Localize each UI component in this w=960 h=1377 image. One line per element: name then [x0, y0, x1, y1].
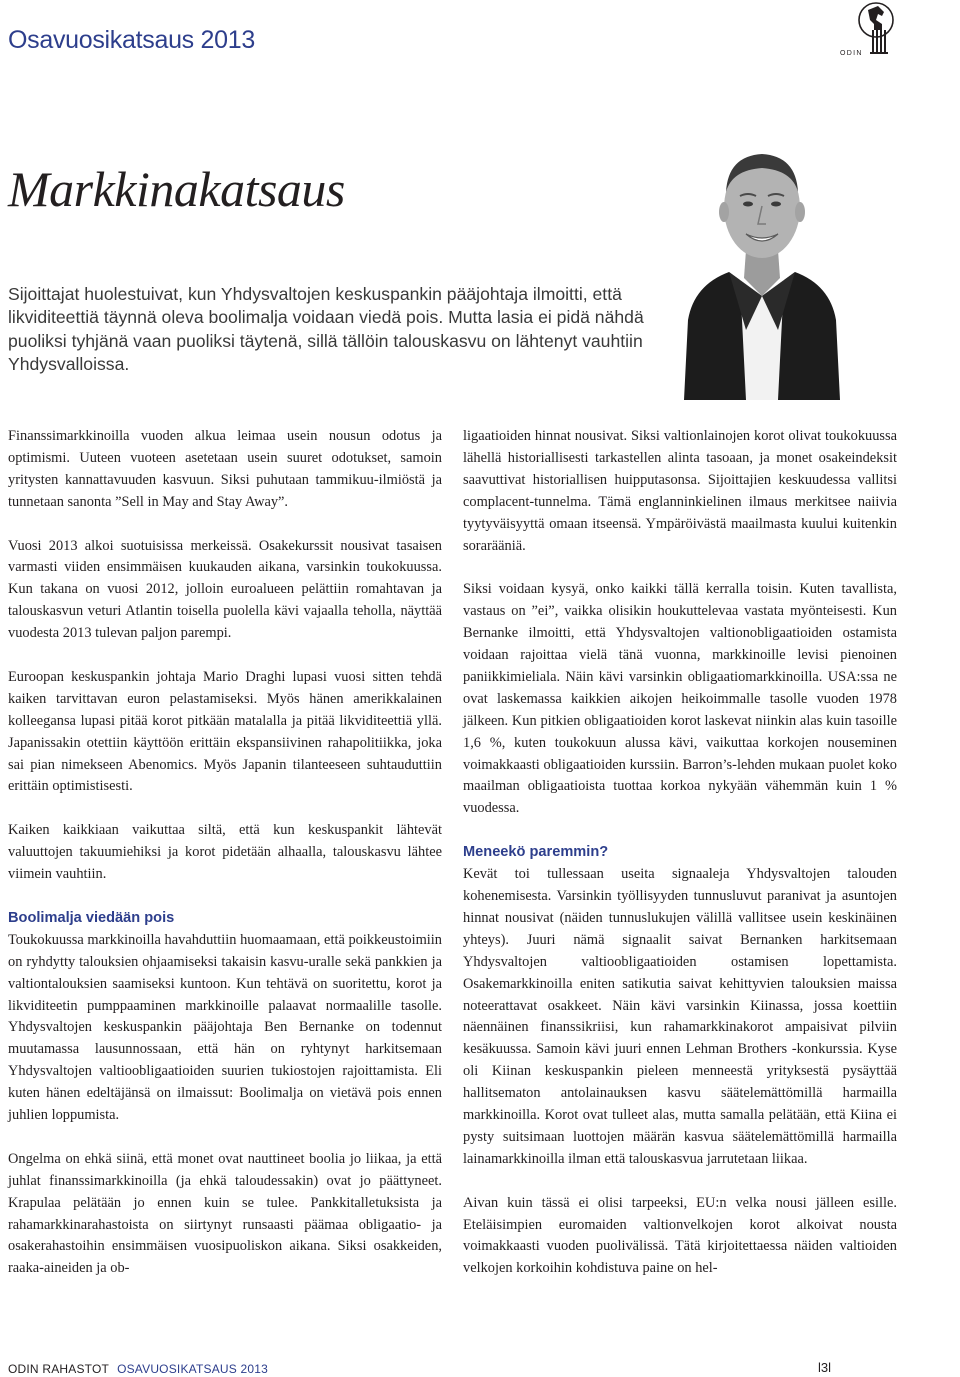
- section-heading: Boolimalja viedään pois: [8, 909, 175, 926]
- body-paragraph: Toukokuussa markkinoilla havahduttiin huomaamaan, että poikkeustoimiin on ryhdytty talouksien ohjaamiseksi takaisin kasvu-uralle sekä pankkien ja valtiontalouksien saamiseksi kuntoon. Kun tehtävä on suoritettu, korot ja likviditeetin pumppaaminen markkinoille palaavat normaalille tasolle. Yhdysvaltojen keskuspankin pääjohtaja Ben Bernanke on todennut muutamassa lausunnossaan, että hän on ryhtynyt harkitsemaan Yhdysvaltojen valtioobligaatioiden suurien tukiostojen rajoittamista. Eli kuten hänen edeltäjänsä on ilmaissut: Boolimalja on vietävä pois ennen juhlien loppumista.: [8, 931, 442, 1124]
- article-column-right: [463, 426, 897, 1302]
- footer: [8, 1362, 268, 1376]
- body-paragraph: ligaatioiden hinnat nousivat. Siksi valtionlainojen korot olivat toukokuussa lähellä historiallisesti tarkastellen alinta tasoaan, ja monet osakeindeksit saavuttivat historiallisen huipputasonsa. Sijoittajien keskuudessa vallitsi complacent-tunnelma. Tämä englanninkielinen ilmaus merkitsee naiivia tyytyväisyyttä omaan itseensä. Ympäröivästä maailmasta kuului kuitenkin sorarääniä.: [463, 428, 897, 554]
- page-number: l3l: [818, 1360, 832, 1375]
- portrait-photo: [674, 100, 850, 400]
- section-heading: Meneekö paremmin?: [463, 844, 609, 861]
- body-paragraph: Kaiken kaikkiaan vaikuttaa siltä, että kun keskuspankit lähtevät valuuttojen takuumiehiksi ja korot pidetään alhaalla, talouskasvu lähtee viimein vauhtiin.: [8, 822, 442, 883]
- footer-section: OSAVUOSIKATSAUS 2013: [117, 1362, 269, 1376]
- logo-text: ODIN: [840, 50, 863, 57]
- article-column-left: [8, 426, 442, 1302]
- body-paragraph: Finanssimarkkinoilla vuoden alkua leimaa usein nousun odotus ja optimismi. Uuteen vuoteen asetetaan usein suuret odotukset, samoin yritysten kannattavuuden kasvuun. Siksi puhutaan tammikuu-ilmiöstä ja tunnetaan sanonta ”Sell in May and Stay Away”.: [8, 428, 442, 510]
- footer-brand: ODIN RAHASTOT: [8, 1362, 110, 1376]
- header-title: Osavuosikatsaus 2013: [8, 26, 255, 54]
- body-paragraph: Ongelma on ehkä siinä, että monet ovat nauttineet boolia jo liikaa, ja että juhlat finanssimarkkinoilla (ja ehkä taloudessakin) ovat jo päättyneet. Krapulaa pelätään jo ennen kuin se tulee. Pankkitalletuksista ja rahamarkkinarahastoista on siirtynyt runsaasti päämaa obligaatio- ja osakerahastoihin ensimmäisen vuosipuoliskon aikana. Siksi osakkeiden, raaka-aineiden ja ob-: [8, 1150, 442, 1277]
- page-title: Markkinakatsaus: [8, 161, 345, 217]
- body-paragraph: Vuosi 2013 alkoi suotuisissa merkeissä. Osakekurssit nousivat tasaisen varmasti viiden ensimmäisen kuukauden aikana, varsinkin toukokuussa. Kun takana on vuosi 2012, jolloin euroalueen pelättiin romahtavan ja talouskasvun veturi Atlantin toisella puolella kävi vajaalla teholla, näyttää vuodesta 2013 tulevan paljon parempi.: [8, 537, 442, 642]
- body-paragraph: Siksi voidaan kysyä, onko kaikki tällä kerralla toisin. Kuten tavallista, vastaus on ”ei”, vaikka olisikin houkuttelevaa vastata myönteisesti. Kun Bernanke ilmoitti, että Yhdysvaltojen valtionobligaatioiden ostamista voidaan rajoittaa vielä tänä vuonna, markkinoille levisi pienoinen paniikkimieliala. Näin kävi varsinkin obligaatiomarkkinoilla. USA:ssa ne ovat laskemassa kaikkien aikojen heikoimmalle tasolle vuoden 1978 jälkeen. Kun pitkien obligaatioiden korot laskevat niinkin alas kuin tasoille 1,6 %, kuten toukokuun alussa kävi, vaikuttaa korkojen nouseminen voimakkaasti obligaatioiden kurssiin. Barron’s-lehden mukaan puolet koko maailman obligaatioista tuottaa korkoa nykyään vähemmän kuin 1 % vuodessa.: [463, 581, 897, 817]
- lead-paragraph: Sijoittajat huolestuivat, kun Yhdysvaltojen keskuspankin pääjohtaja ilmoitti, että likviditeettiä täynnä oleva boolimalja voidaan viedä pois. Mutta lasia ei pidä nähdä puoliksi tyhjänä vaan puoliksi täytenä, sillä tällöin talouskasvu on lähtenyt vauhtiin Yhdysvalloissa.: [8, 284, 644, 374]
- body-paragraph: Kevät toi tullessaan useita signaaleja Yhdysvaltojen talouden kohenemisesta. Varsinkin työllisyyden tunnusluvut paranivat ja asuntojen hinnat nousivat (näiden tunnuslukujen välillä vallitsee usein keskinäinen yhteys). Juuri nämä signaalit saivat Bernanken harkitsemaan Yhdysvaltojen valtioobligaatioiden ostamisen lopettamista. Osakemarkkinoilla eniten satikutia saivat kehittyvien talouksien maissa noteerattavat osakkeet. Näin kävi varsinkin Kiinassa, jossa koettiin näennäinen finanssikriisi, kun rahamarkkinakorot ampaisivat pilviin kesäkuussa. Samoin kävi juuri ennen Lehman Brothers -konkurssia. Kyse oli Kiinan keskuspankin pieleen menneestä yrityksestä pysäyttää hallitsematon antolainauksen kasvu säätelemättömillä harmailla markkinoilla. Korot ovat tulleet alas, mutta samalla pelätään, että Kiina ei pysty suitsimaan luottojen määrän kasvua säätelemättömillä harmailla lainamarkkinoilla ilman että talouskasvua jarrutetaan liikaa.: [463, 866, 897, 1167]
- body-paragraph: Euroopan keskuspankin johtaja Mario Draghi lupasi vuosi sitten tehdä kaiken tarvittavan euron pelastamiseksi. Myös hänen amerikkalainen kolleegansa lupasi pitää korot pitkään matalalla ja pitää likviditeettiä yllä. Japanissakin otettiin käyttöön erittäin ekspansiivinen rahapolitiikka, joka sai pian nimekseen Abenomics. Myös Japanin tilanteeseen suhtauduttiin erittäin optimistisesti.: [8, 668, 442, 795]
- body-paragraph: Aivan kuin tässä ei olisi tarpeeksi, EU:n velka nousi jälleen esille. Eteläisimpien euromaiden valtionvelkojen korot alkoivat nousta voimakkaasti vuoden puolivälissä. Tätä kirjoitettaessa näiden valtioiden velkojen korkoihin kohdistuva paine on hel-: [463, 1194, 897, 1277]
